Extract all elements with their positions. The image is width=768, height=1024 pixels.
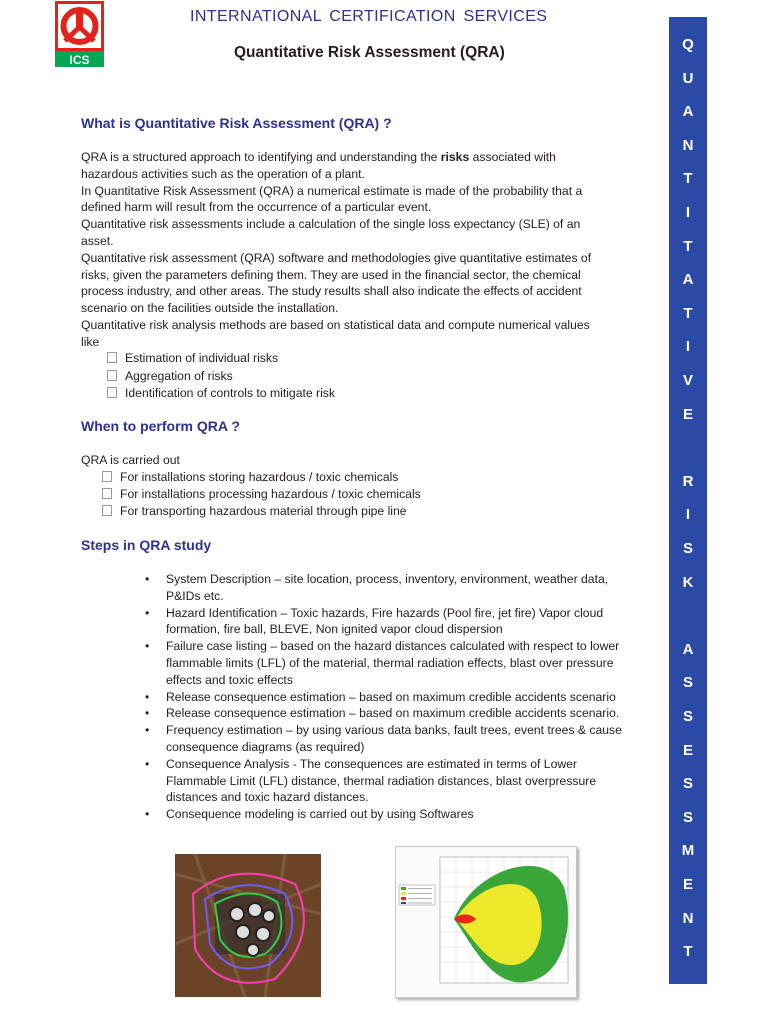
banner-letter: K [682,573,694,591]
paragraph-line: defined harm will result from the occurrence of a particular event. [81,200,432,215]
ics-logo [55,1,104,67]
banner-letter: N [682,136,694,154]
bullet-dot-icon: • [145,605,150,620]
checklist-item: Identification of controls to mitigate risk [107,385,335,402]
checklist-item: For transporting hazardous material through pipe line [102,503,407,520]
vapor-cloud-contour-plot [395,846,577,998]
checkbox-icon [102,505,112,516]
bullet-dot-icon: • [145,723,150,738]
banner-letter: E [682,876,693,893]
step-bullet-line: Flammable Limit (LFL) distance, thermal radiation distances, blast overpressure [166,773,597,788]
banner-letter: S [682,808,693,826]
page-title: Quantitative Risk Assessment (QRA) [234,44,505,61]
bullet-dot-icon: • [145,639,150,654]
side-banner [669,17,707,984]
banner-letter: S [682,674,693,692]
logo-text: ICS [69,53,90,67]
section-heading-what: What is Quantitative Risk Assessment (QRA) ? [81,115,392,131]
banner-letter: E [682,405,693,423]
step-bullet-line: distances and toxic hazard distances. [166,790,369,805]
checkbox-icon [107,352,117,363]
checkbox-icon [107,370,117,381]
paragraph-line: In Quantitative Risk Assessment (QRA) a numerical estimate is made of the probability that a [81,183,583,198]
organization-name: INTERNATIONAL CERTIFICATION SERVICES [190,8,548,25]
step-bullet-line: flammable limits (LFL) of the material, thermal radiation effects, blast over pressure [166,655,614,670]
banner-letter: N [682,909,694,927]
step-bullet-line: effects and toxic effects [166,672,293,687]
paragraph-line: process industry, and other areas. The study results shall also indicate the effects of accident [81,284,582,299]
checklist-item: Aggregation of risks [107,368,233,385]
banner-letter: A [682,271,694,289]
banner-letter: R [682,472,694,490]
paragraph-line: Quantitative risk assessments include a calculation of the single loss expectancy (SLE) of an [81,217,581,232]
banner-letter: T [683,943,693,961]
paragraph-line: scenario on the facilities outside the installation. [81,301,339,316]
bullet-dot-icon: • [145,706,150,721]
step-bullet-line: P&IDs etc. [166,588,224,603]
section-heading-steps: Steps in QRA study [81,537,212,553]
banner-letter: A [682,640,694,658]
bullet-dot-icon: • [145,689,150,704]
banner-letter: U [682,69,694,87]
banner-letter: Q [682,36,694,53]
paragraph-line: QRA is a structured approach to identifying and understanding the risks associated with [81,150,556,164]
section-body-what [81,149,641,351]
step-bullet-item [145,689,645,706]
step-bullet-item [145,605,645,639]
step-bullet-item [145,722,645,756]
paragraph-line: like [81,334,100,349]
checkbox-icon [102,471,112,482]
site-hazard-contour-photo [175,854,321,997]
banner-letter: T [683,237,693,255]
step-bullet-line: Frequency estimation – by using various data banks, fault trees, event trees & cause [166,723,622,738]
step-bullet-item [145,638,645,688]
step-bullet-item [145,756,645,806]
step-bullet-line: Failure case listing – based on the hazard distances calculated with respect to lower [166,639,620,654]
paragraph-line: risks, given the parameters defining them. They are used in the financial sector, the chemical [81,267,581,282]
bullet-dot-icon: • [145,807,150,822]
banner-letter: I [685,506,691,524]
step-bullet-line: Consequence Analysis - The consequences are estimated in terms of Lower [166,756,577,771]
checkbox-icon [107,387,117,398]
banner-letter: S [682,775,693,793]
banner-letter: M [681,842,695,860]
step-bullet-line: Hazard Identification – Toxic hazards, Fire hazards (Pool fire, jet fire) Vapor cloud [166,605,604,620]
banner-letter: V [682,372,693,389]
section-intro-when: QRA is carried out [81,453,180,467]
paragraph-line: asset. [81,233,114,248]
banner-letter: I [685,204,691,221]
paragraph-line: Quantitative risk analysis methods are based on statistical data and compute numerical values [81,317,590,332]
step-bullet-line: System Description – site location, process, inventory, environment, weather data, [166,572,609,586]
banner-letter: S [682,540,693,557]
checkbox-icon [102,488,112,499]
banner-letter: T [683,170,693,188]
step-bullet-item [145,571,645,605]
step-bullet-line: Release consequence estimation – based on maximum credible accidents scenario. [166,706,620,721]
step-bullet-item [145,806,645,823]
step-bullet-line: Release consequence estimation – based on maximum credible accidents scenario [166,689,616,704]
step-bullet-line: Consequence modeling is carried out by using Softwares [166,807,474,822]
banner-letter: T [683,304,693,322]
paragraph-line: Quantitative risk assessment (QRA) software and methodologies give quantitative estimates of [81,250,592,265]
steps-list [145,571,645,823]
banner-letter: S [682,708,693,725]
step-bullet-line: formation, fire ball, BLEVE, Non ignited vapor cloud dispersion [166,622,503,637]
step-bullet-item [145,705,645,722]
bullet-dot-icon: • [145,756,150,771]
checklist-item: For installations storing hazardous / toxic chemicals [102,469,398,486]
checklist-item: Estimation of individual risks [107,350,278,367]
paragraph-line: hazardous activities such as the operation of a plant. [81,166,365,181]
step-bullet-line: consequence diagrams (as required) [166,739,365,754]
banner-letter: A [682,103,694,121]
banner-letter: I [685,338,691,356]
bullet-dot-icon: • [145,572,150,586]
banner-letter: E [682,741,693,759]
section-heading-when: When to perform QRA ? [81,418,240,434]
checklist-item: For installations processing hazardous / toxic chemicals [102,486,421,503]
